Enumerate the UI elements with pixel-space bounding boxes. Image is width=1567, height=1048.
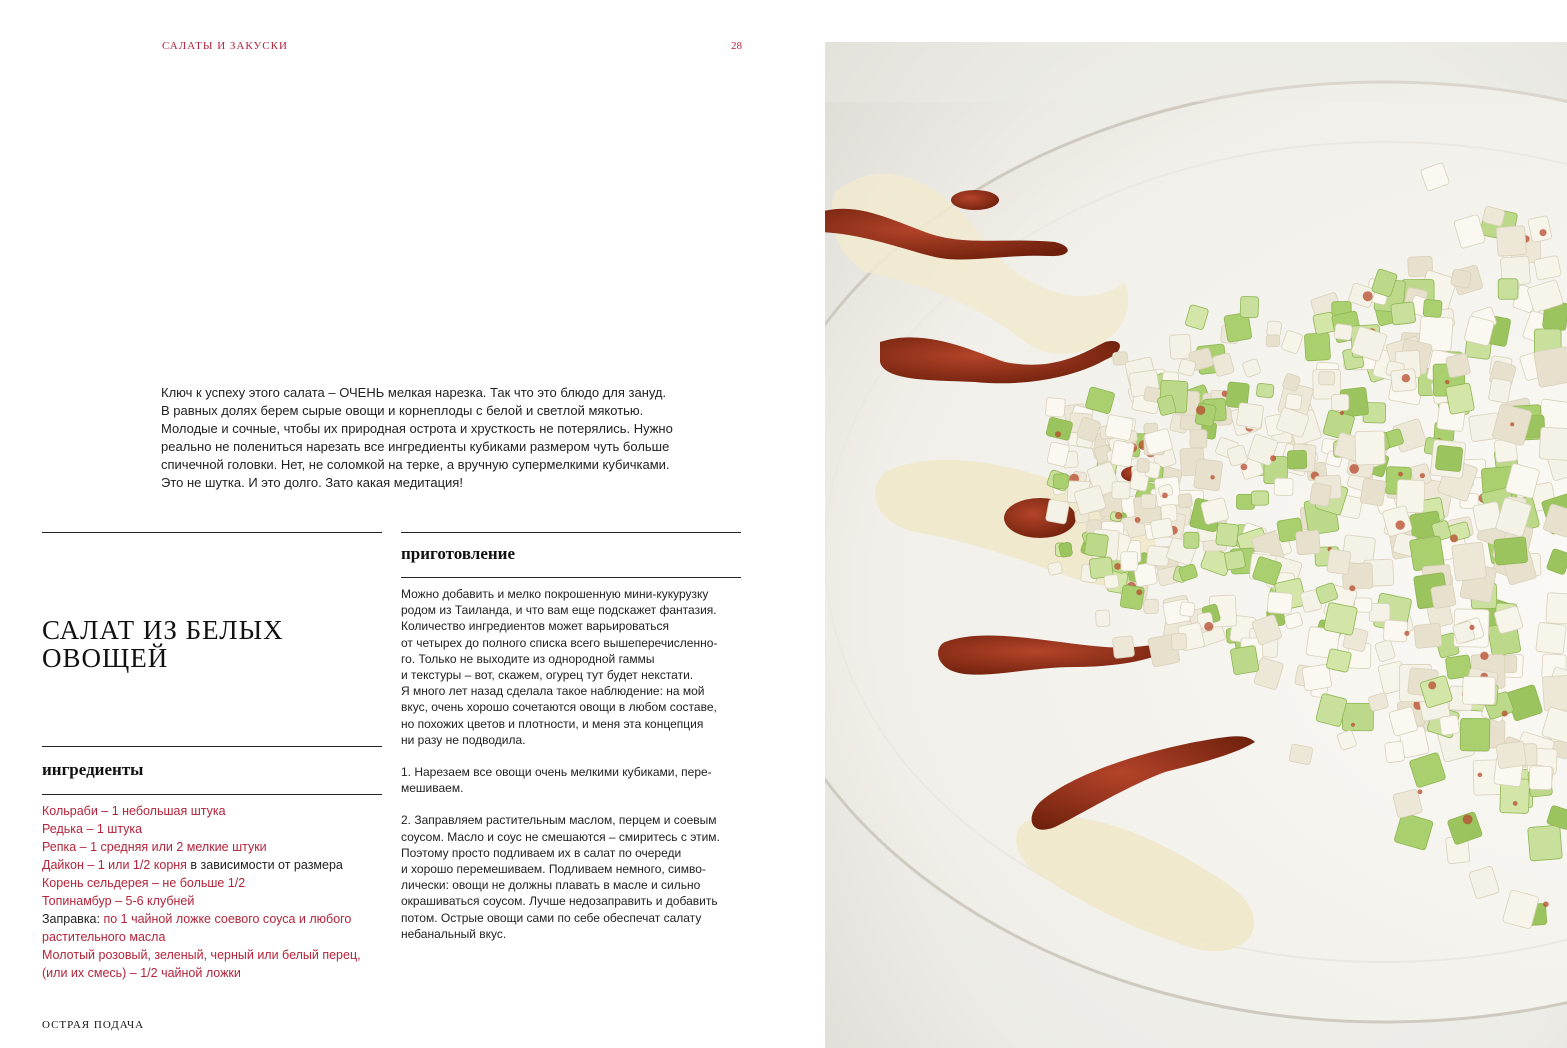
step-line: соусом. Масло и соус не смешаются – смиритесь с этим. bbox=[401, 829, 720, 844]
sauce-speck bbox=[1241, 464, 1248, 471]
white-vegetable-cube bbox=[1369, 603, 1390, 622]
prep-line: Можно добавить и мелко покрошенную мини-кукурузку bbox=[401, 587, 709, 601]
prep-line: родом из Таиланда, и что вам еще подскажет фантазия. bbox=[401, 603, 717, 618]
white-vegetable-cube bbox=[1285, 394, 1302, 411]
ingredient-text: (или их смесь) – 1/2 чайной ложки bbox=[42, 966, 241, 980]
photo-vignette bbox=[825, 42, 1567, 102]
recipe-title-line: ОВОЩЕЙ bbox=[42, 643, 169, 673]
sauce-speck bbox=[1540, 229, 1547, 236]
intro-line: спичечной головки. Нет, не соломкой на терке, а вручную супермелкими кубичками. bbox=[161, 457, 670, 472]
sauce-speck bbox=[1204, 622, 1213, 631]
ingredient-item bbox=[42, 928, 387, 946]
celery-cube bbox=[1498, 279, 1518, 299]
sauce-drop bbox=[951, 190, 999, 210]
divider-rule bbox=[401, 532, 741, 533]
prep-line: го. Только не выходите из однородной гаммы bbox=[401, 651, 655, 666]
prep-line: но похожих цветов и плотности, и меня эта концепция bbox=[401, 716, 704, 731]
sauce-speck bbox=[1115, 512, 1122, 519]
step-line: окрашиваться соусом. Лучше недозаправить и добавить bbox=[401, 894, 718, 909]
recipe-title-line: САЛАТ ИЗ БЕЛЫХ bbox=[42, 615, 284, 645]
sauce-speck bbox=[1162, 493, 1168, 499]
step-line: и хорошо перемешиваем. Подливаем немного, симво- bbox=[401, 862, 706, 877]
ingredient-item bbox=[42, 874, 387, 892]
white-vegetable-cube bbox=[1296, 530, 1321, 555]
celery-cube bbox=[1224, 550, 1246, 571]
sauce-speck bbox=[1396, 520, 1405, 529]
ingredient-text: Репка – 1 средняя или 2 мелкие штуки bbox=[42, 840, 267, 854]
sauce-speck bbox=[1349, 585, 1355, 591]
sauce-speck bbox=[1363, 291, 1373, 301]
celery-cube bbox=[1494, 537, 1528, 565]
sauce-speck bbox=[1420, 473, 1425, 478]
sauce-speck bbox=[1196, 406, 1205, 415]
celery-cube bbox=[1053, 474, 1068, 489]
ingredient-note: в зависимости от размера bbox=[186, 858, 343, 872]
white-vegetable-cube bbox=[1414, 623, 1442, 649]
prep-line: Количество ингредиентов может варьироваться bbox=[401, 619, 670, 634]
white-vegetable-cube bbox=[1266, 335, 1280, 347]
step-line: лически: овощи не должны плавать в масле и сильно bbox=[401, 878, 701, 893]
ingredients-heading: ингредиенты bbox=[42, 760, 144, 779]
divider-rule bbox=[42, 794, 382, 795]
white-vegetable-cube bbox=[1332, 394, 1349, 410]
sauce-speck bbox=[1418, 789, 1423, 794]
step-line: 2. Заправляем растительным маслом, перцем и соевым bbox=[401, 813, 717, 828]
white-vegetable-cube bbox=[1334, 323, 1353, 340]
prep-line: Я много лет назад сделала такое наблюдение: на мой bbox=[401, 684, 705, 699]
step-line: Поэтому просто подливаем их в салат по очереди bbox=[401, 845, 682, 860]
ingredient-text: Редька – 1 штука bbox=[42, 822, 143, 836]
white-vegetable-cube bbox=[1539, 427, 1567, 460]
intro-line: Молодые и сочные, чтобы их природная острота и хрусткость не потерялись. Нужно bbox=[161, 421, 673, 436]
celery-cube bbox=[1195, 403, 1217, 427]
white-vegetable-cube bbox=[1045, 397, 1065, 417]
white-vegetable-cube bbox=[1534, 346, 1567, 387]
sauce-speck bbox=[1135, 517, 1141, 523]
divider-rule bbox=[42, 746, 382, 747]
white-vegetable-cube bbox=[1462, 677, 1495, 705]
celery-cube bbox=[1324, 602, 1358, 635]
white-vegetable-cube bbox=[1355, 431, 1385, 465]
step-line: 1. Нарезаем все овощи очень мелкими кубиками, пере- bbox=[401, 765, 712, 780]
ingredient-item bbox=[42, 802, 387, 820]
celery-cube bbox=[1313, 312, 1336, 335]
white-vegetable-cube bbox=[1327, 549, 1352, 575]
celery-cube bbox=[1342, 703, 1373, 731]
white-vegetable-cube bbox=[1452, 542, 1487, 581]
white-vegetable-cube bbox=[1496, 226, 1526, 257]
sauce-speck bbox=[1351, 723, 1355, 727]
intro-line: Это не шутка. И это долго. Зато какая медитация! bbox=[161, 475, 463, 490]
ingredient-text: растительного масла bbox=[42, 930, 166, 944]
white-vegetable-cube bbox=[1095, 610, 1110, 627]
prep-line: и текстуры – вот, скажем, огурец тут будет некстати. bbox=[401, 668, 694, 683]
sauce-speck bbox=[1402, 374, 1410, 382]
white-vegetable-cube bbox=[1534, 255, 1561, 280]
preparation-text bbox=[401, 586, 746, 942]
ingredient-label: Заправка: bbox=[42, 912, 100, 926]
ingredient-text: Дайкон – 1 или 1/2 корня bbox=[42, 858, 187, 872]
sauce-speck bbox=[1349, 464, 1359, 474]
step-line: небанальный вкус. bbox=[401, 926, 507, 941]
running-head: САЛАТЫ И ЗАКУСКИ bbox=[162, 40, 288, 52]
white-vegetable-cube bbox=[1105, 414, 1134, 441]
sauce-speck bbox=[1428, 681, 1436, 689]
sauce-speck bbox=[1136, 589, 1142, 595]
white-vegetable-cube bbox=[1169, 334, 1191, 359]
celery-cube bbox=[1256, 383, 1274, 398]
white-vegetable-cube bbox=[1190, 430, 1207, 449]
ingredient-text: Топинамбур – 5-6 клубней bbox=[42, 894, 195, 908]
sauce-speck bbox=[1543, 901, 1549, 907]
celery-cube bbox=[1216, 523, 1239, 547]
white-vegetable-cube bbox=[1171, 633, 1186, 650]
celery-cube bbox=[1445, 383, 1474, 415]
celery-cube bbox=[1391, 302, 1416, 325]
sauce-speck bbox=[1114, 563, 1121, 570]
celery-cube bbox=[1120, 585, 1145, 610]
salad-photo-image bbox=[825, 42, 1567, 1048]
white-vegetable-cube bbox=[1274, 478, 1293, 496]
book-title-footer: ОСТРАЯ ПОДАЧА bbox=[42, 1019, 145, 1031]
celery-cube bbox=[1287, 450, 1307, 469]
white-vegetable-cube bbox=[1047, 442, 1070, 467]
white-vegetable-cube bbox=[1047, 561, 1062, 575]
white-vegetable-cube bbox=[1112, 482, 1130, 499]
white-vegetable-cube bbox=[1137, 459, 1149, 473]
intro-line: Ключ к успеху этого салата – ОЧЕНЬ мелкая нарезка. Так что это блюдо для зануд. bbox=[161, 385, 667, 400]
prep-line: от четырех до полного списка всего вышеперечисленно- bbox=[401, 635, 718, 650]
celery-cube bbox=[1230, 645, 1259, 675]
sauce-speck bbox=[1510, 422, 1514, 426]
white-vegetable-cube bbox=[1488, 378, 1511, 404]
celery-cube bbox=[1240, 296, 1259, 318]
white-vegetable-cube bbox=[1496, 741, 1527, 769]
white-vegetable-cube bbox=[1319, 372, 1335, 385]
ingredient-item bbox=[42, 892, 387, 910]
celery-cube bbox=[1304, 333, 1330, 361]
sauce-speck bbox=[1502, 711, 1508, 717]
ingredient-item bbox=[42, 820, 387, 838]
celery-cube bbox=[1528, 825, 1563, 861]
white-vegetable-cube bbox=[1431, 584, 1457, 609]
sauce-speck bbox=[1445, 380, 1449, 384]
white-vegetable-cube bbox=[1112, 636, 1134, 659]
celery-cube bbox=[1460, 718, 1490, 751]
ingredient-item bbox=[42, 910, 387, 928]
step-line: потом. Острые овощи сами по себе обеспечат салату bbox=[401, 910, 702, 925]
celery-cube bbox=[1445, 655, 1472, 680]
white-vegetable-cube bbox=[1150, 518, 1173, 539]
ingredient-text: по 1 чайной ложке соевого соуса и любого bbox=[99, 912, 352, 926]
intro-paragraph bbox=[161, 384, 741, 492]
white-vegetable-cube bbox=[1546, 593, 1567, 625]
white-vegetable-cube bbox=[1194, 459, 1223, 492]
white-vegetable-cube bbox=[1144, 599, 1159, 613]
white-vegetable-cube bbox=[1045, 499, 1069, 524]
white-vegetable-cube bbox=[1529, 766, 1552, 790]
celery-cube bbox=[1435, 445, 1463, 472]
celery-cube bbox=[1423, 299, 1442, 317]
celery-cube bbox=[1184, 532, 1199, 548]
ingredient-text: Молотый розовый, зеленый, черный или белый перец, bbox=[42, 948, 361, 962]
white-vegetable-cube bbox=[1179, 601, 1195, 617]
white-vegetable-cube bbox=[1110, 440, 1134, 468]
ingredient-text: Корень сельдерея – не больше 1/2 bbox=[42, 876, 246, 890]
sauce-speck bbox=[1450, 534, 1458, 542]
white-vegetable-cube bbox=[1121, 552, 1138, 571]
white-vegetable-cube bbox=[1383, 620, 1408, 642]
sauce-speck bbox=[1469, 625, 1474, 630]
white-vegetable-cube bbox=[1141, 494, 1156, 508]
white-vegetable-cube bbox=[1384, 741, 1404, 763]
ingredient-item bbox=[42, 964, 387, 982]
white-vegetable-cube bbox=[1236, 402, 1264, 428]
white-vegetable-cube bbox=[1445, 353, 1470, 378]
recipe-title bbox=[42, 616, 382, 672]
intro-line: реально не полениться нарезать все ингредиенты кубиками размером чуть больше bbox=[161, 439, 670, 454]
ingredient-item bbox=[42, 838, 387, 856]
sauce-speck bbox=[1210, 475, 1214, 479]
white-vegetable-cube bbox=[1542, 675, 1567, 711]
sauce-speck bbox=[1513, 801, 1518, 806]
ingredient-text: Кольраби – 1 небольшая штука bbox=[42, 804, 226, 818]
white-vegetable-cube bbox=[1360, 478, 1386, 506]
prep-line: ни разу не подводила. bbox=[401, 732, 526, 747]
celery-cube bbox=[1326, 648, 1352, 672]
white-vegetable-cube bbox=[1104, 574, 1119, 589]
white-vegetable-cube bbox=[1309, 483, 1331, 507]
preparation-heading: приготовление bbox=[401, 544, 515, 563]
white-vegetable-cube bbox=[1267, 592, 1293, 615]
white-vegetable-cube bbox=[1289, 744, 1313, 765]
celery-cube bbox=[1084, 533, 1108, 558]
white-vegetable-cube bbox=[1267, 321, 1282, 337]
white-vegetable-cube bbox=[1536, 622, 1567, 654]
sauce-speck bbox=[1398, 472, 1403, 477]
ingredient-item bbox=[42, 856, 387, 874]
salad-photo bbox=[825, 42, 1567, 1048]
prep-line: вкус, очень хорошо сочетаются овощи в любом составе, bbox=[401, 700, 717, 715]
ingredient-item bbox=[42, 946, 387, 964]
divider-rule bbox=[42, 532, 382, 533]
sauce-speck bbox=[1055, 431, 1061, 437]
sauce-speck bbox=[1478, 773, 1483, 778]
step-line: мешиваем. bbox=[401, 781, 464, 796]
sauce-speck bbox=[1404, 631, 1409, 636]
sauce-speck bbox=[1340, 411, 1344, 415]
ingredients-list bbox=[42, 802, 387, 982]
sauce-speck bbox=[1270, 455, 1276, 461]
page-number: 28 bbox=[731, 40, 742, 52]
sauce-speck bbox=[1463, 815, 1473, 825]
intro-line: В равных долях берем сырые овощи и корнеплоды с белой и светлой мякотью. bbox=[161, 403, 644, 418]
divider-rule bbox=[401, 577, 741, 578]
celery-cube bbox=[1251, 491, 1268, 505]
sauce-speck bbox=[1480, 652, 1488, 660]
white-vegetable-cube bbox=[1178, 493, 1193, 508]
white-vegetable-cube bbox=[1439, 715, 1460, 736]
